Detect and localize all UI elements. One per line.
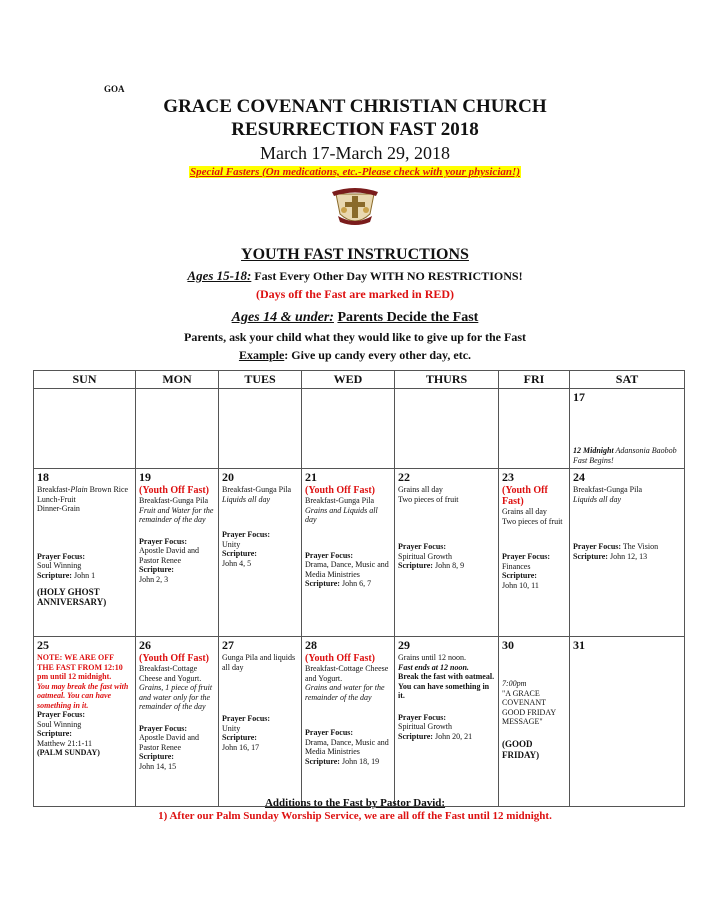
scripture-label: Scripture: bbox=[37, 570, 72, 580]
prayer-focus-label: Prayer Focus: bbox=[305, 728, 354, 737]
scripture-label: Scripture: bbox=[139, 565, 174, 574]
day-header: SUN bbox=[34, 371, 136, 389]
calendar-week-row bbox=[34, 389, 685, 469]
additions-title: Additions to the Fast by Pastor David: bbox=[264, 797, 446, 809]
empty-day-cell bbox=[34, 389, 136, 469]
scripture-label: Scripture: bbox=[305, 579, 340, 588]
scripture-label: Scripture: bbox=[222, 733, 257, 742]
prayer-focus-text: Apostle David and Pastor Renee bbox=[139, 546, 199, 565]
scripture-text: John 20, 21 bbox=[432, 731, 473, 741]
day-cell-17 bbox=[570, 389, 685, 469]
prayer-focus-text: Apostle David and Pastor Renee bbox=[139, 733, 199, 752]
prayer-focus-label: Prayer Focus: bbox=[398, 542, 447, 551]
youth-off-fast: (Youth Off Fast) bbox=[305, 485, 375, 496]
food-text: Breakfast-Cottage Cheese and Yogurt. bbox=[139, 664, 202, 683]
prayer-focus-text: Unity bbox=[222, 723, 241, 733]
fast-begins-note bbox=[573, 446, 681, 465]
youth-off-fast: (Youth Off Fast) bbox=[502, 485, 548, 507]
prayer-focus-text: The Vision bbox=[621, 542, 659, 551]
day-cell-27 bbox=[219, 637, 302, 807]
scripture-label: Scripture: bbox=[398, 561, 433, 570]
prayer-focus-text: Spiritual Growth bbox=[398, 551, 452, 561]
food-detail: Fruit and Water for the remainder of the day bbox=[139, 505, 214, 524]
day-number: 17 bbox=[573, 390, 585, 404]
scripture-text: John 4, 5 bbox=[222, 558, 252, 568]
scripture-text: John 16, 17 bbox=[222, 742, 260, 752]
food-text: Grains all day bbox=[398, 485, 443, 494]
prayer-focus-text: Unity bbox=[222, 539, 241, 549]
day-number: 18 bbox=[37, 470, 49, 484]
prayer-focus-label: Prayer Focus: bbox=[139, 723, 188, 733]
scripture-text: John 6, 7 bbox=[339, 579, 372, 588]
parents-line: Parents, ask your child what they would like to give up for the Fast bbox=[183, 330, 527, 344]
food-detail: Two pieces of fruit bbox=[502, 516, 563, 526]
day-cell-28 bbox=[302, 637, 395, 807]
holy-ghost-anniversary: (HOLY GHOST ANNIVERSARY) bbox=[37, 587, 107, 607]
day-cell-25 bbox=[34, 637, 136, 807]
fast-title: RESURRECTION FAST 2018 bbox=[231, 119, 479, 140]
palm-sunday: (PALM SUNDAY) bbox=[37, 748, 100, 757]
ages-14-under-line bbox=[0, 310, 710, 326]
food-text: Breakfast-Gunga Pila bbox=[139, 496, 209, 505]
day-number: 23 bbox=[502, 470, 514, 484]
good-friday-label: (GOOD FRIDAY) bbox=[502, 738, 540, 760]
scripture-label: Scripture: bbox=[573, 551, 608, 561]
day-header: THURS bbox=[395, 371, 499, 389]
scripture-label: Scripture: bbox=[502, 571, 537, 580]
calendar-week-row bbox=[34, 637, 685, 807]
ages-15-18-label: Ages 15-18: bbox=[187, 268, 252, 283]
scripture-text: John 10, 11 bbox=[502, 580, 539, 590]
special-fasters-note bbox=[0, 166, 710, 178]
day-number: 28 bbox=[305, 638, 317, 652]
dinner-text: Dinner-Grain bbox=[37, 504, 80, 513]
day-number: 19 bbox=[139, 470, 151, 484]
day-number: 26 bbox=[139, 638, 151, 652]
day-cell-19 bbox=[136, 469, 219, 637]
food-text: Breakfast-Gunga Pila bbox=[222, 485, 292, 494]
red-days-note: (Days off the Fast are marked in RED) bbox=[255, 287, 455, 301]
day-number: 27 bbox=[222, 638, 234, 652]
example-line bbox=[0, 348, 710, 363]
good-friday-message: "A GRACE COVENANT GOOD FRIDAY MESSAGE" bbox=[502, 688, 556, 726]
food-text: Breakfast-Gunga Pila bbox=[305, 496, 375, 505]
food-text: Grains all day bbox=[502, 507, 547, 516]
scripture-text: John 12, 13 bbox=[607, 551, 648, 561]
breakfast-item: Plain bbox=[70, 485, 88, 494]
prayer-focus-label: Prayer Focus: bbox=[305, 550, 354, 560]
prayer-focus-text: Finances bbox=[502, 561, 531, 571]
day-cell-29 bbox=[395, 637, 499, 807]
food-text: Gunga Pila and liquids all day bbox=[222, 653, 296, 672]
scripture-text: Matthew 21:1-11 bbox=[37, 738, 93, 748]
food-detail: Liquids all day bbox=[573, 494, 622, 504]
empty-day-cell bbox=[136, 389, 219, 469]
day-header: FRI bbox=[499, 371, 570, 389]
day-number: 24 bbox=[573, 470, 585, 484]
prayer-focus-label: Prayer Focus: bbox=[398, 712, 447, 722]
fast-ends-note: Fast ends at 12 noon. bbox=[398, 662, 469, 672]
prayer-focus-label: Prayer Focus: bbox=[37, 710, 86, 719]
scripture-text: John 8, 9 bbox=[432, 561, 465, 570]
scripture-label: Scripture: bbox=[398, 731, 433, 741]
youth-instructions-title: YOUTH FAST INSTRUCTIONS bbox=[241, 246, 469, 263]
break-fast-note: Break the fast with oatmeal. You can have something in it. bbox=[398, 672, 495, 700]
day-cell-20 bbox=[219, 469, 302, 637]
day-number: 25 bbox=[37, 638, 49, 652]
food-text: Breakfast-Gunga Pila bbox=[573, 485, 643, 494]
prayer-focus-text: Soul Winning bbox=[37, 719, 82, 729]
prayer-focus-label: Prayer Focus: bbox=[222, 530, 271, 539]
scripture-label: Scripture: bbox=[222, 549, 257, 558]
food-text: Grains until 12 noon. bbox=[398, 653, 466, 662]
prayer-focus-label: Prayer Focus: bbox=[139, 536, 188, 546]
food-detail: Two pieces of fruit bbox=[398, 494, 459, 504]
youth-off-fast: (Youth Off Fast) bbox=[139, 653, 209, 664]
day-cell-30 bbox=[499, 637, 570, 807]
scripture-text: John 18, 19 bbox=[339, 756, 380, 766]
day-number: 30 bbox=[502, 638, 514, 652]
off-fast-note: NOTE: WE ARE OFF THE FAST FROM 12:10 pm until 12 midnight. bbox=[37, 653, 123, 681]
prayer-focus-label: Prayer Focus: bbox=[37, 551, 86, 561]
prayer-focus-text: Drama, Dance, Music and Media Ministries bbox=[305, 737, 389, 756]
scripture-text: John 2, 3 bbox=[139, 574, 169, 584]
food-detail: Grains and water for the remainder of the day bbox=[305, 683, 385, 702]
calendar-week-row bbox=[34, 469, 685, 637]
fast-dates: March 17-March 29, 2018 bbox=[260, 143, 450, 163]
youth-off-fast: (Youth Off Fast) bbox=[139, 485, 209, 496]
empty-day-cell bbox=[499, 389, 570, 469]
scripture-text: John 1 bbox=[71, 570, 96, 580]
doc-code: GOA bbox=[104, 84, 125, 94]
service-time: 7:00pm bbox=[502, 679, 527, 688]
scripture-label: Scripture: bbox=[139, 752, 174, 761]
prayer-focus-text: Spiritual Growth bbox=[398, 722, 452, 731]
food-detail: Grains and Liquids all day bbox=[305, 505, 378, 524]
day-number: 21 bbox=[305, 470, 317, 484]
prayer-focus-text: Soul Winning bbox=[37, 561, 82, 570]
calendar-header-row bbox=[34, 371, 685, 389]
day-header: WED bbox=[302, 371, 395, 389]
scripture-label: Scripture: bbox=[305, 756, 340, 766]
fast-calendar bbox=[33, 370, 685, 807]
youth-off-fast: (Youth Off Fast) bbox=[305, 653, 375, 664]
day-cell-23 bbox=[499, 469, 570, 637]
day-cell-24 bbox=[570, 469, 685, 637]
day-cell-18 bbox=[34, 469, 136, 637]
day-header: MON bbox=[136, 371, 219, 389]
day-number: 20 bbox=[222, 470, 234, 484]
ages-15-18-text: Fast Every Other Day WITH NO RESTRICTIONS! bbox=[251, 269, 523, 283]
food-detail: Grains, 1 piece of fruit and water only for the remainder of the day bbox=[139, 683, 213, 711]
empty-day-cell bbox=[219, 389, 302, 469]
empty-day-cell bbox=[302, 389, 395, 469]
additions-item-1: 1) After our Palm Sunday Worship Service, we are all off the Fast until 12 midnight. bbox=[158, 810, 552, 822]
scripture-text: John 14, 15 bbox=[139, 761, 177, 771]
prayer-focus-text: Drama, Dance, Music and Media Ministries bbox=[305, 560, 389, 579]
example-label: Example bbox=[238, 348, 285, 362]
lunch-text: Lunch-Fruit bbox=[37, 494, 76, 504]
day-header: SAT bbox=[570, 371, 685, 389]
church-crest-icon bbox=[330, 184, 380, 228]
scripture-label: Scripture: bbox=[37, 729, 72, 738]
special-note-text: Special Fasters (On medications, etc.-Please check with your physician!) bbox=[190, 166, 520, 178]
food-text: Breakfast-Cottage Cheese and Yogurt. bbox=[305, 664, 389, 683]
church-name: GRACE COVENANT CHRISTIAN CHURCH bbox=[163, 96, 547, 117]
day-number: 29 bbox=[398, 638, 410, 652]
breakfast-rest: Brown Rice bbox=[87, 485, 129, 494]
prayer-focus-label: Prayer Focus: bbox=[573, 542, 622, 551]
day-cell-26 bbox=[136, 637, 219, 807]
day-cell-22 bbox=[395, 469, 499, 637]
ages-14-label: Ages 14 & under: bbox=[231, 310, 334, 325]
prayer-focus-label: Prayer Focus: bbox=[222, 714, 271, 723]
day-number: 22 bbox=[398, 470, 410, 484]
ages-14-text: Parents Decide the Fast bbox=[337, 310, 479, 325]
example-text: : Give up candy every other day, etc. bbox=[284, 348, 472, 362]
day-header: TUES bbox=[219, 371, 302, 389]
breakfast-text bbox=[37, 485, 132, 495]
break-fast-note: You may break the fast with oatmeal. You can have something in it. bbox=[37, 681, 129, 710]
day-cell-31 bbox=[570, 637, 685, 807]
ages-15-18-line bbox=[0, 268, 710, 284]
food-detail: Liquids all day bbox=[222, 494, 271, 504]
prayer-focus-label: Prayer Focus: bbox=[502, 552, 551, 561]
day-number: 31 bbox=[573, 638, 585, 652]
midnight-label: 12 Midnight bbox=[573, 446, 614, 455]
fast-begins-text: Adansonia Baobob Fast Begins! bbox=[573, 446, 677, 465]
breakfast-label: Breakfast- bbox=[37, 485, 71, 494]
empty-day-cell bbox=[395, 389, 499, 469]
day-cell-21 bbox=[302, 469, 395, 637]
